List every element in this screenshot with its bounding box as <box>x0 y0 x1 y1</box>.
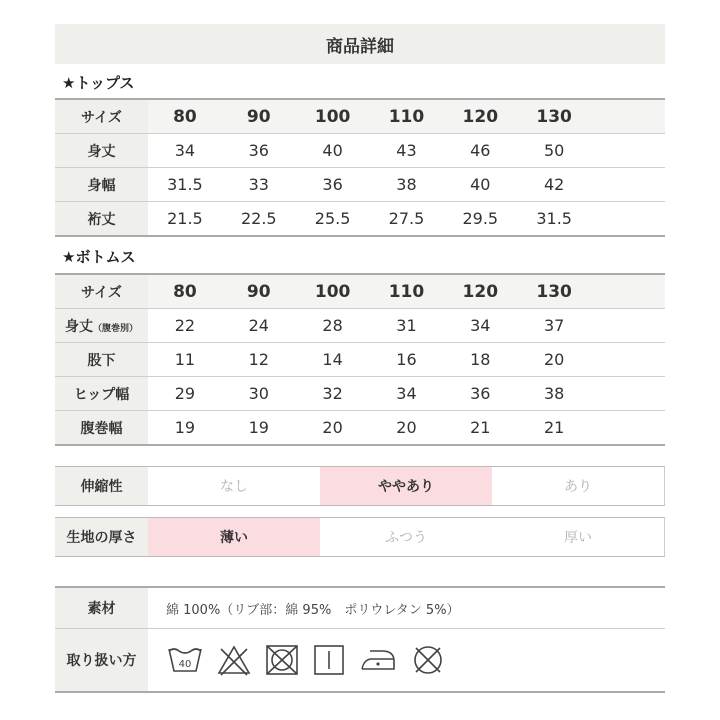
table-row <box>55 377 665 411</box>
tops-size-cell: 90 <box>222 99 296 134</box>
spacer-cell <box>591 134 665 168</box>
stretch-scale <box>55 466 665 506</box>
bottoms-size-table <box>55 273 665 446</box>
iron-low-icon <box>358 643 398 677</box>
care-icons <box>148 629 665 693</box>
table-cell: 43 <box>370 134 444 168</box>
table-cell: 20 <box>370 411 444 446</box>
stretch-label: 伸縮性 <box>55 467 148 505</box>
tops-size-table <box>55 98 665 237</box>
spacer-cell <box>591 377 665 411</box>
table-cell: 38 <box>517 377 591 411</box>
thickness-scale <box>55 517 665 557</box>
table-cell: 34 <box>148 134 222 168</box>
bottoms-size-label: サイズ <box>55 274 148 309</box>
material-value: 綿 100%（リブ部：綿 95% ポリウレタン 5%） <box>148 587 665 629</box>
bottoms-size-cell: 110 <box>370 274 444 309</box>
table-cell: 22 <box>148 309 222 343</box>
info-table <box>55 586 665 693</box>
table-cell: 22.5 <box>222 202 296 237</box>
bottoms-size-cell: 130 <box>517 274 591 309</box>
bottoms-heading: ★ボトムス <box>62 248 136 266</box>
table-cell: 29 <box>148 377 222 411</box>
spacer-cell <box>591 202 665 237</box>
table-cell: 50 <box>517 134 591 168</box>
table-row <box>55 343 665 377</box>
table-cell: 30 <box>222 377 296 411</box>
table-cell: 36 <box>222 134 296 168</box>
table-cell: 37 <box>517 309 591 343</box>
table-cell: 19 <box>222 411 296 446</box>
table-cell: 21 <box>517 411 591 446</box>
thickness-option-thick: 厚い <box>564 530 592 546</box>
table-cell: 21.5 <box>148 202 222 237</box>
table-cell: 31.5 <box>148 168 222 202</box>
no-tumble-dry-icon <box>264 643 300 677</box>
table-cell: 34 <box>370 377 444 411</box>
table-cell: 29.5 <box>443 202 517 237</box>
table-cell: 36 <box>443 377 517 411</box>
care-row <box>55 629 665 693</box>
spacer-cell <box>591 168 665 202</box>
hang-dry-icon <box>312 643 346 677</box>
table-cell: 19 <box>148 411 222 446</box>
wash-temp-text: 40 <box>178 659 192 670</box>
bottoms-size-row <box>55 274 665 309</box>
bottoms-size-cell: 80 <box>148 274 222 309</box>
table-row <box>55 309 665 343</box>
stretch-option-some: ややあり <box>320 467 492 505</box>
table-cell: 32 <box>296 377 370 411</box>
table-cell: 25.5 <box>296 202 370 237</box>
table-cell: 28 <box>296 309 370 343</box>
bottoms-size-cell: 90 <box>222 274 296 309</box>
table-cell: 40 <box>296 134 370 168</box>
spacer-cell <box>591 274 665 309</box>
row-label-text: 身丈 <box>64 318 93 335</box>
stretch-option-none: なし <box>220 479 248 495</box>
stretch-option-yes: あり <box>564 479 592 495</box>
table-cell: 16 <box>370 343 444 377</box>
spacer-cell <box>591 309 665 343</box>
table-cell: 34 <box>443 309 517 343</box>
row-label: 身幅 <box>55 168 148 202</box>
material-row <box>55 587 665 629</box>
thickness-option-thin: 薄い <box>148 518 320 556</box>
table-cell: 46 <box>443 134 517 168</box>
no-bleach-icon <box>216 643 252 677</box>
table-cell: 24 <box>222 309 296 343</box>
care-label: 取り扱い方 <box>55 629 148 693</box>
page-title: 商品詳細 <box>55 24 665 64</box>
spacer-cell <box>591 99 665 134</box>
table-row <box>55 168 665 202</box>
table-cell: 27.5 <box>370 202 444 237</box>
row-label: ヒップ幅 <box>55 377 148 411</box>
tops-size-cell: 110 <box>370 99 444 134</box>
table-cell: 20 <box>296 411 370 446</box>
material-label: 素材 <box>55 587 148 629</box>
row-label-note: （腹巻別） <box>92 323 138 334</box>
bottoms-size-cell: 120 <box>443 274 517 309</box>
tops-size-cell: 120 <box>443 99 517 134</box>
table-row <box>55 202 665 237</box>
table-cell: 14 <box>296 343 370 377</box>
table-cell: 42 <box>517 168 591 202</box>
tops-size-cell: 80 <box>148 99 222 134</box>
spacer-cell <box>591 343 665 377</box>
table-cell: 31 <box>370 309 444 343</box>
row-label: 腹巻幅 <box>55 411 148 446</box>
table-cell: 33 <box>222 168 296 202</box>
thickness-label: 生地の厚さ <box>55 518 148 556</box>
no-dry-clean-icon <box>410 643 446 677</box>
spacer-cell <box>591 411 665 446</box>
tops-size-cell: 130 <box>517 99 591 134</box>
row-label: 身丈 <box>55 134 148 168</box>
row-label <box>55 309 148 343</box>
table-cell: 11 <box>148 343 222 377</box>
wash-40-icon <box>166 643 204 677</box>
row-label: 裄丈 <box>55 202 148 237</box>
table-cell: 38 <box>370 168 444 202</box>
thickness-option-normal: ふつう <box>385 530 427 546</box>
table-row <box>55 134 665 168</box>
table-cell: 18 <box>443 343 517 377</box>
row-label: 股下 <box>55 343 148 377</box>
tops-size-cell: 100 <box>296 99 370 134</box>
table-cell: 12 <box>222 343 296 377</box>
tops-heading: ★トップス <box>62 74 135 92</box>
table-cell: 40 <box>443 168 517 202</box>
table-cell: 21 <box>443 411 517 446</box>
table-cell: 20 <box>517 343 591 377</box>
tops-size-row <box>55 99 665 134</box>
table-row <box>55 411 665 446</box>
tops-size-label: サイズ <box>55 99 148 134</box>
bottoms-size-cell: 100 <box>296 274 370 309</box>
table-cell: 36 <box>296 168 370 202</box>
table-cell: 31.5 <box>517 202 591 237</box>
